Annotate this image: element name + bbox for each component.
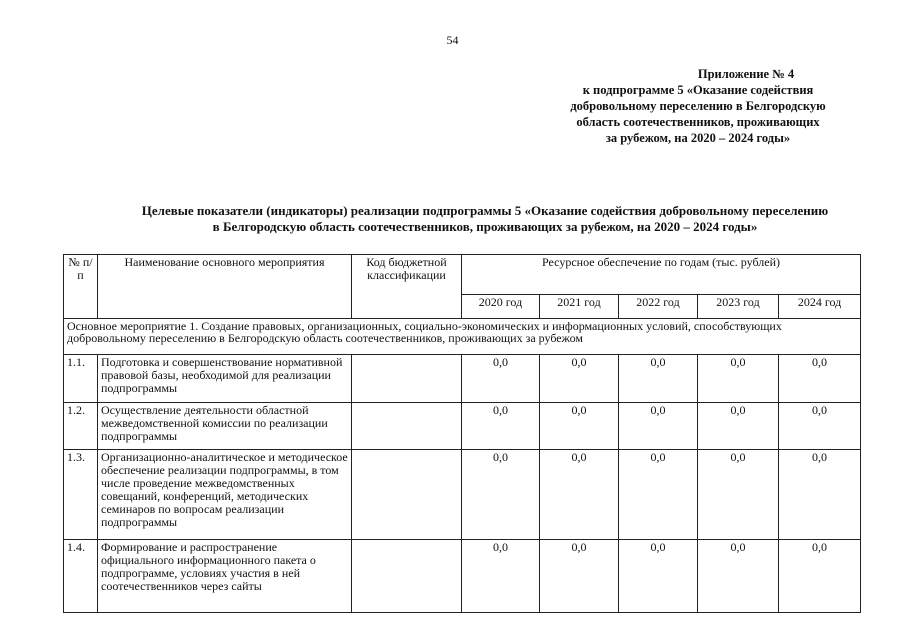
- row-number: 1.4.: [64, 540, 98, 613]
- table-row: [64, 450, 861, 540]
- row-value: 0,0: [540, 403, 619, 450]
- header-year: 2021 год: [540, 295, 619, 319]
- row-value: 0,0: [619, 403, 698, 450]
- page-number: 54: [446, 33, 459, 47]
- row-value: 0,0: [462, 403, 540, 450]
- row-name: Формирование и распространение официального информационного пакета о подпрограмме, условиях участия в ней соотечественников через сайты: [98, 540, 352, 613]
- indicators-table: [63, 254, 861, 613]
- row-value: 0,0: [779, 450, 861, 540]
- row-value: 0,0: [779, 355, 861, 403]
- row-value: 0,0: [540, 355, 619, 403]
- table-row: [64, 403, 861, 450]
- row-value: 0,0: [698, 540, 779, 613]
- document-title: [60, 203, 905, 235]
- row-name: Организационно-аналитическое и методическое обеспечение реализации подпрограммы, в том числе проведение межведомственных совещаний, конференций, методических семинаров по вопросам реализации подпрограммы: [98, 450, 352, 540]
- row-code: [352, 403, 462, 450]
- header-number: № п/п: [64, 255, 98, 319]
- row-number: 1.1.: [64, 355, 98, 403]
- table-row: [64, 355, 861, 403]
- document-title-line: в Белгородскую область соотечественников, проживающих за рубежом, на 2020 – 2024 годы»: [212, 219, 758, 234]
- section-row: Основное мероприятие 1. Создание правовых, организационных, социально-экономических и информационных условий, способствующих добровольному переселению в Белгородскую область соотечественников, проживающих за рубежом: [64, 319, 861, 355]
- row-value: 0,0: [462, 450, 540, 540]
- header-year: 2023 год: [698, 295, 779, 319]
- row-value: 0,0: [779, 403, 861, 450]
- header-year: 2022 год: [619, 295, 698, 319]
- appendix-line: добровольному переселению в Белгородскую: [570, 99, 826, 113]
- row-code: [352, 450, 462, 540]
- row-value: 0,0: [619, 540, 698, 613]
- row-code: [352, 540, 462, 613]
- row-value: 0,0: [698, 355, 779, 403]
- header-year: 2020 год: [462, 295, 540, 319]
- header-name: Наименование основного мероприятия: [98, 255, 352, 319]
- appendix-line: за рубежом, на 2020 – 2024 годы»: [605, 131, 791, 145]
- row-code: [352, 355, 462, 403]
- appendix-title: Приложение № 4: [697, 67, 795, 81]
- row-value: 0,0: [462, 355, 540, 403]
- row-name: Подготовка и совершенствование нормативной правовой базы, необходимой для реализации подпрограммы: [98, 355, 352, 403]
- row-name: Осуществление деятельности областной межведомственной комиссии по реализации подпрограммы: [98, 403, 352, 450]
- row-value: 0,0: [698, 450, 779, 540]
- appendix-heading: [533, 66, 863, 146]
- row-number: 1.2.: [64, 403, 98, 450]
- header-budget-code: Код бюджетной классификации: [352, 255, 462, 319]
- row-number: 1.3.: [64, 450, 98, 540]
- row-value: 0,0: [698, 403, 779, 450]
- row-value: 0,0: [462, 540, 540, 613]
- appendix-line: к подпрограмме 5 «Оказание содействия: [582, 83, 814, 97]
- row-value: 0,0: [619, 355, 698, 403]
- row-value: 0,0: [540, 540, 619, 613]
- header-resource: Ресурсное обеспечение по годам (тыс. рублей): [462, 255, 861, 295]
- header-year: 2024 год: [779, 295, 861, 319]
- document-title-line: Целевые показатели (индикаторы) реализации подпрограммы 5 «Оказание содействия добровольному переселению: [141, 203, 829, 218]
- appendix-line: область соотечественников, проживающих: [576, 115, 820, 129]
- table-row: [64, 540, 861, 613]
- row-value: 0,0: [540, 450, 619, 540]
- row-value: 0,0: [619, 450, 698, 540]
- row-value: 0,0: [779, 540, 861, 613]
